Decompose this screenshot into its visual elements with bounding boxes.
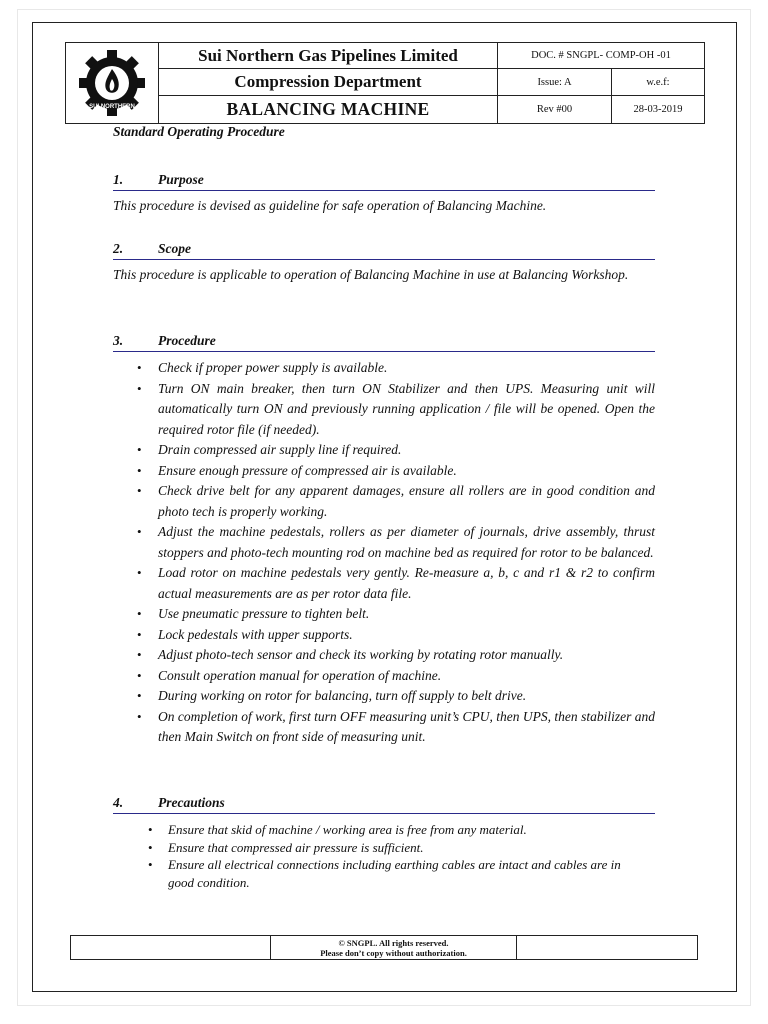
footer-cell-left [71, 936, 271, 960]
list-item: • Drain compressed air supply line if required. [113, 440, 655, 461]
section-title: Procedure [158, 333, 216, 348]
list-item: • Adjust the machine pedestals, rollers as per diameter of journals, drive assembly, thrust stoppers and photo-tech mounting rod on machine bed as required for rotor to be balanced. [113, 522, 655, 563]
list-item: • Use pneumatic pressure to tighten belt. [113, 604, 655, 625]
section-scope [113, 241, 655, 285]
logo-cell [66, 43, 159, 124]
section-text: This procedure is applicable to operation of Balancing Machine in use at Balancing Workshop. [113, 267, 629, 282]
list-item: • Check drive belt for any apparent damages, ensure all rollers are in good condition and photo tech is properly working. [113, 481, 655, 522]
header-table [65, 42, 705, 124]
section-text: This procedure is devised as guideline for safe operation of Balancing Machine. [113, 198, 547, 213]
section-number: 2. [113, 241, 124, 256]
gear-flame-logo-icon [77, 48, 147, 118]
section-title: Scope [158, 241, 191, 256]
section-procedure [113, 333, 655, 748]
list-item: • Ensure that skid of machine / working area is free from any material. [113, 821, 655, 839]
footer-copyright [271, 936, 517, 960]
list-item: • On completion of work, first turn OFF measuring unit’s CPU, then UPS, then stabilizer and then Main Switch on front side of measuring unit. [113, 707, 655, 748]
revision: Rev #00 [498, 96, 612, 124]
list-item: • Check if proper power supply is available. [113, 358, 655, 379]
section-heading [113, 333, 655, 352]
section-purpose [113, 172, 655, 216]
authorization-line: Please don’t copy without authorization. [320, 947, 467, 958]
effective-date: 28-03-2019 [612, 96, 705, 124]
list-item: • Adjust photo-tech sensor and check its working by rotating rotor manually. [113, 645, 655, 666]
logo-text: SUI NORTHERN [89, 104, 135, 110]
page-subtitle: Standard Operating Procedure [113, 124, 285, 139]
list-item: • During working on rotor for balancing, turn off supply to belt drive. [113, 686, 655, 707]
list-item: • Lock pedestals with upper supports. [113, 625, 655, 646]
issue-label: Issue: A [498, 69, 612, 96]
wef-label: w.e.f: [612, 69, 705, 96]
section-title: Purpose [158, 172, 204, 187]
list-item: • Ensure all electrical connections including earthing cables are intact and cables are in good condition. [113, 856, 655, 891]
company-logo [77, 48, 147, 118]
footer-cell-right [517, 936, 698, 960]
doc-number: DOC. # SNGPL- COMP-OH -01 [498, 43, 705, 69]
list-item: • Ensure enough pressure of compressed air is available. [113, 461, 655, 482]
document-title: BALANCING MACHINE [159, 96, 498, 124]
section-title: Precautions [158, 795, 225, 810]
precautions-list [113, 821, 655, 891]
section-heading [113, 241, 655, 260]
list-item: • Consult operation manual for operation of machine. [113, 666, 655, 687]
section-heading [113, 795, 655, 814]
section-number: 4. [113, 795, 124, 810]
list-item: • Turn ON main breaker, then turn ON Stabilizer and then UPS. Measuring unit will automatically turn ON and previously running application / file will be opened. Open the required rotor file (if needed). [113, 379, 655, 441]
procedure-list [113, 358, 655, 748]
section-number: 1. [113, 172, 124, 187]
list-item: • Ensure that compressed air pressure is sufficient. [113, 839, 655, 857]
footer-table [70, 935, 698, 960]
department-name: Compression Department [159, 69, 498, 96]
section-precautions [113, 795, 655, 891]
section-number: 3. [113, 333, 124, 348]
company-name: Sui Northern Gas Pipelines Limited [159, 43, 498, 69]
section-heading [113, 172, 655, 191]
list-item: • Load rotor on machine pedestals very gently. Re-measure a, b, c and r1 & r2 to confirm actual measurements are as per rotor data file. [113, 563, 655, 604]
copyright-line: © SNGPL. All rights reserved. [338, 937, 449, 948]
